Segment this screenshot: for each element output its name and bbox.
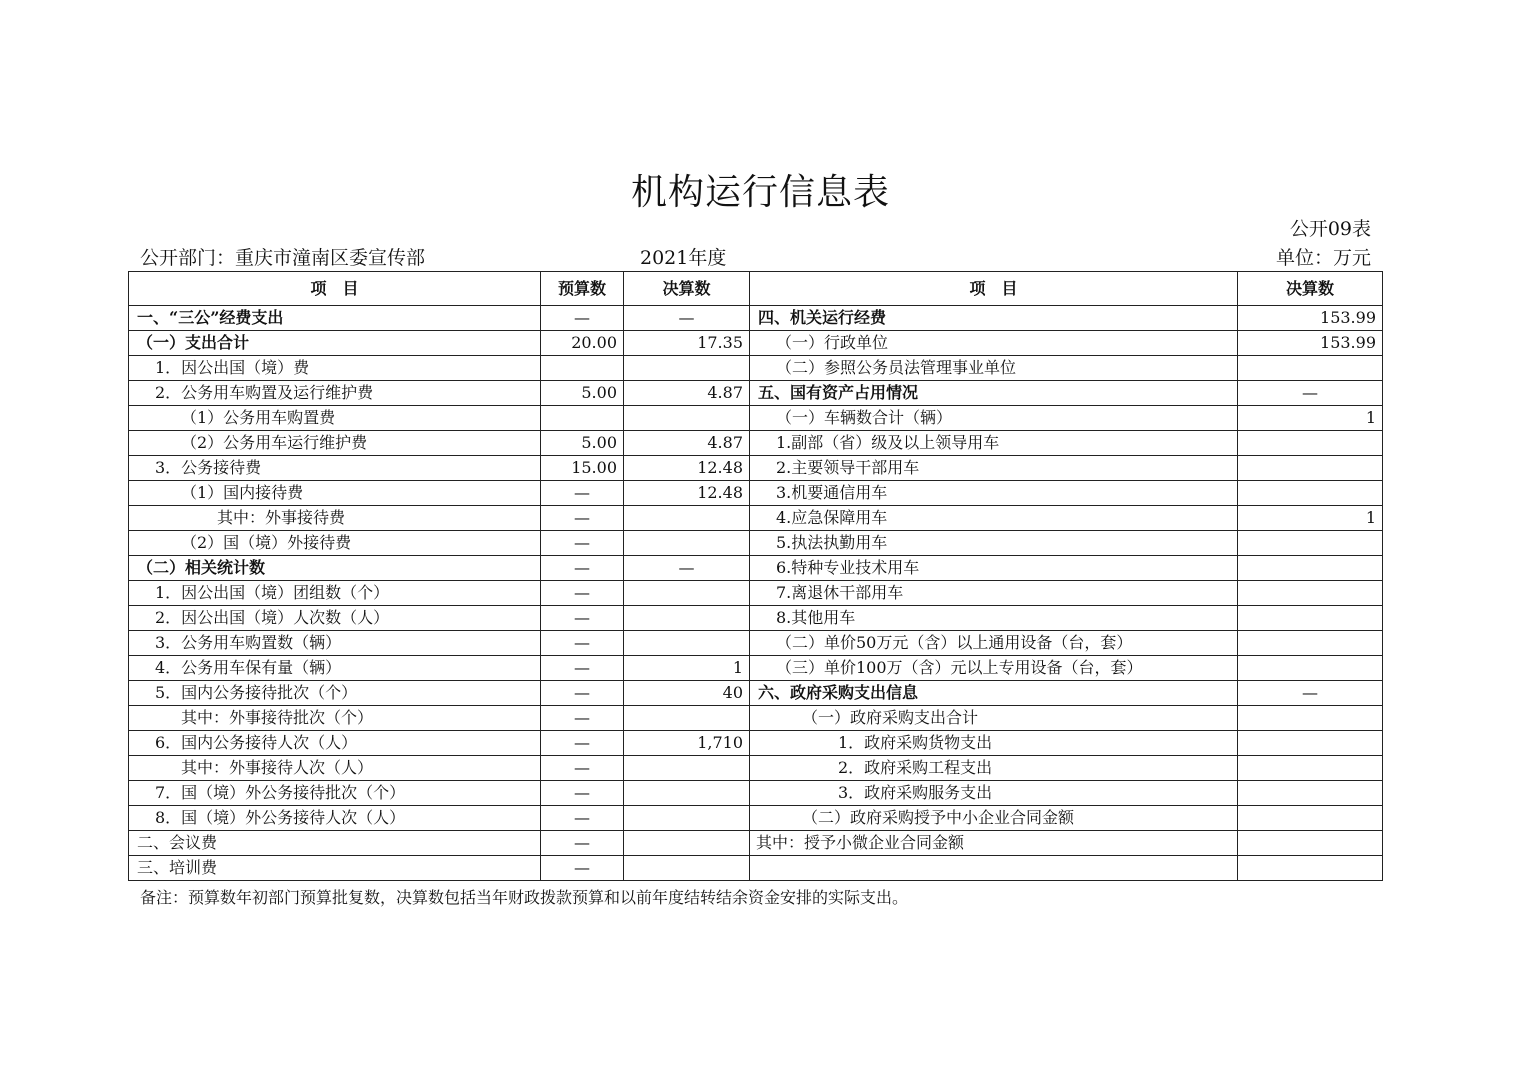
- left-item-cell: 三、培训费: [129, 856, 541, 881]
- left-budget-cell: —: [541, 731, 624, 756]
- left-budget-cell: 15.00: [541, 456, 624, 481]
- left-item-cell: （2）国（境）外接待费: [129, 531, 541, 556]
- right-item-cell: （二）单价50万元（含）以上通用设备（台，套）: [750, 631, 1238, 656]
- table-row: [129, 481, 1383, 506]
- left-item-cell: （1）公务用车购置费: [129, 406, 541, 431]
- table-row: [129, 306, 1383, 331]
- left-budget-cell: —: [541, 506, 624, 531]
- left-budget-cell: —: [541, 531, 624, 556]
- left-actual-cell: [624, 706, 750, 731]
- left-budget-cell: —: [541, 756, 624, 781]
- right-item-cell: （三）单价100万（含）元以上专用设备（台，套）: [750, 656, 1238, 681]
- right-item-cell: 7.离退休干部用车: [750, 581, 1238, 606]
- left-actual-cell: [624, 406, 750, 431]
- right-actual-cell: [1238, 631, 1383, 656]
- info-table: [128, 271, 1383, 881]
- left-budget-cell: —: [541, 831, 624, 856]
- left-item-cell: （1）国内接待费: [129, 481, 541, 506]
- right-actual-cell: [1238, 806, 1383, 831]
- unit-label: 单位：万元: [1275, 247, 1371, 269]
- left-item-cell: 1．因公出国（境）团组数（个）: [129, 581, 541, 606]
- table-number: 公开09表: [1289, 218, 1371, 240]
- header-left-budget: 预算数: [541, 272, 624, 306]
- left-item-cell: 3．公务接待费: [129, 456, 541, 481]
- left-actual-cell: 17.35: [624, 331, 750, 356]
- left-budget-cell: —: [541, 631, 624, 656]
- left-item-cell: 6．国内公务接待人次（人）: [129, 731, 541, 756]
- year-label: 2021年度: [640, 247, 727, 269]
- left-item-cell: 7．国（境）外公务接待批次（个）: [129, 781, 541, 806]
- right-item-cell: 五、国有资产占用情况: [750, 381, 1238, 406]
- left-actual-cell: 1,710: [624, 731, 750, 756]
- table-body: [129, 306, 1383, 881]
- left-actual-cell: 40: [624, 681, 750, 706]
- right-actual-cell: [1238, 656, 1383, 681]
- left-actual-cell: 1: [624, 656, 750, 681]
- table-row: [129, 681, 1383, 706]
- right-actual-cell: [1238, 431, 1383, 456]
- right-actual-cell: [1238, 606, 1383, 631]
- right-actual-cell: 1: [1238, 406, 1383, 431]
- left-budget-cell: —: [541, 556, 624, 581]
- left-actual-cell: 4.87: [624, 431, 750, 456]
- right-item-cell: （二）参照公务员法管理事业单位: [750, 356, 1238, 381]
- left-actual-cell: [624, 631, 750, 656]
- table-row: [129, 731, 1383, 756]
- table-row: [129, 331, 1383, 356]
- right-actual-cell: [1238, 781, 1383, 806]
- table-row: [129, 756, 1383, 781]
- left-item-cell: 其中：外事接待人次（人）: [129, 756, 541, 781]
- left-actual-cell: [624, 856, 750, 881]
- right-item-cell: 3.机要通信用车: [750, 481, 1238, 506]
- table-row: [129, 431, 1383, 456]
- left-actual-cell: —: [624, 306, 750, 331]
- table-row: [129, 706, 1383, 731]
- table-row: [129, 856, 1383, 881]
- table-row: [129, 806, 1383, 831]
- right-actual-cell: [1238, 481, 1383, 506]
- left-actual-cell: [624, 531, 750, 556]
- left-budget-cell: [541, 356, 624, 381]
- header-row: [129, 272, 1383, 306]
- right-item-cell: 六、政府采购支出信息: [750, 681, 1238, 706]
- right-item-cell: 2.主要领导干部用车: [750, 456, 1238, 481]
- table-row: [129, 506, 1383, 531]
- left-actual-cell: [624, 356, 750, 381]
- left-item-cell: 其中：外事接待批次（个）: [129, 706, 541, 731]
- right-actual-cell: [1238, 456, 1383, 481]
- left-actual-cell: [624, 506, 750, 531]
- table-row: [129, 831, 1383, 856]
- right-actual-cell: [1238, 531, 1383, 556]
- table-row: [129, 406, 1383, 431]
- left-budget-cell: —: [541, 606, 624, 631]
- right-item-cell: 四、机关运行经费: [750, 306, 1238, 331]
- table-row: [129, 606, 1383, 631]
- left-item-cell: 其中：外事接待费: [129, 506, 541, 531]
- right-actual-cell: [1238, 356, 1383, 381]
- left-actual-cell: 4.87: [624, 381, 750, 406]
- left-actual-cell: [624, 831, 750, 856]
- left-budget-cell: [541, 406, 624, 431]
- left-item-cell: 3．公务用车购置数（辆）: [129, 631, 541, 656]
- left-budget-cell: —: [541, 581, 624, 606]
- left-item-cell: 8．国（境）外公务接待人次（人）: [129, 806, 541, 831]
- right-item-cell: （一）行政单位: [750, 331, 1238, 356]
- left-actual-cell: —: [624, 556, 750, 581]
- page-title: 机构运行信息表: [630, 172, 890, 213]
- left-budget-cell: —: [541, 656, 624, 681]
- right-item-cell: （一）政府采购支出合计: [750, 706, 1238, 731]
- table-row: [129, 656, 1383, 681]
- left-actual-cell: [624, 781, 750, 806]
- left-budget-cell: —: [541, 681, 624, 706]
- right-actual-cell: 153.99: [1238, 306, 1383, 331]
- left-actual-cell: [624, 806, 750, 831]
- right-item-cell: （一）车辆数合计（辆）: [750, 406, 1238, 431]
- right-item-cell: （二）政府采购授予中小企业合同金额: [750, 806, 1238, 831]
- left-item-cell: 5．国内公务接待批次（个）: [129, 681, 541, 706]
- table-row: [129, 381, 1383, 406]
- department-label: 公开部门：重庆市潼南区委宣传部: [140, 247, 426, 269]
- left-budget-cell: —: [541, 706, 624, 731]
- right-actual-cell: [1238, 756, 1383, 781]
- left-budget-cell: 5.00: [541, 381, 624, 406]
- right-actual-cell: [1238, 706, 1383, 731]
- left-item-cell: 4．公务用车保有量（辆）: [129, 656, 541, 681]
- right-item-cell: 其中：授予小微企业合同金额: [750, 831, 1238, 856]
- table-row: [129, 456, 1383, 481]
- left-budget-cell: —: [541, 856, 624, 881]
- left-budget-cell: 5.00: [541, 431, 624, 456]
- left-item-cell: 一、“三公”经费支出: [129, 306, 541, 331]
- right-actual-cell: [1238, 831, 1383, 856]
- right-item-cell: 4.应急保障用车: [750, 506, 1238, 531]
- right-actual-cell: [1238, 581, 1383, 606]
- right-item-cell: [750, 856, 1238, 881]
- table-row: [129, 631, 1383, 656]
- left-actual-cell: [624, 606, 750, 631]
- left-budget-cell: —: [541, 781, 624, 806]
- left-item-cell: 2．公务用车购置及运行维护费: [129, 381, 541, 406]
- header-right-item: 项 目: [750, 272, 1238, 306]
- left-budget-cell: —: [541, 806, 624, 831]
- left-actual-cell: 12.48: [624, 481, 750, 506]
- left-actual-cell: [624, 581, 750, 606]
- right-actual-cell: —: [1238, 681, 1383, 706]
- right-item-cell: 1.副部（省）级及以上领导用车: [750, 431, 1238, 456]
- left-budget-cell: —: [541, 306, 624, 331]
- right-item-cell: 1．政府采购货物支出: [750, 731, 1238, 756]
- right-actual-cell: 153.99: [1238, 331, 1383, 356]
- left-actual-cell: 12.48: [624, 456, 750, 481]
- header-right-actual: 决算数: [1238, 272, 1383, 306]
- left-item-cell: 二、会议费: [129, 831, 541, 856]
- left-item-cell: （一）支出合计: [129, 331, 541, 356]
- header-left-actual: 决算数: [624, 272, 750, 306]
- right-actual-cell: [1238, 731, 1383, 756]
- table-row: [129, 556, 1383, 581]
- right-item-cell: 3．政府采购服务支出: [750, 781, 1238, 806]
- table-row: [129, 531, 1383, 556]
- right-item-cell: 2．政府采购工程支出: [750, 756, 1238, 781]
- right-actual-cell: 1: [1238, 506, 1383, 531]
- left-item-cell: 2．因公出国（境）人次数（人）: [129, 606, 541, 631]
- footnote: 备注：预算数年初部门预算批复数，决算数包括当年财政拨款预算和以前年度结转结余资金安排的实际支出。: [140, 888, 909, 907]
- right-item-cell: 8.其他用车: [750, 606, 1238, 631]
- right-item-cell: 5.执法执勤用车: [750, 531, 1238, 556]
- table-row: [129, 581, 1383, 606]
- left-budget-cell: 20.00: [541, 331, 624, 356]
- left-item-cell: 1．因公出国（境）费: [129, 356, 541, 381]
- right-actual-cell: —: [1238, 381, 1383, 406]
- table-row: [129, 356, 1383, 381]
- left-item-cell: （2）公务用车运行维护费: [129, 431, 541, 456]
- header-left-item: 项 目: [129, 272, 541, 306]
- right-item-cell: 6.特种专业技术用车: [750, 556, 1238, 581]
- table-row: [129, 781, 1383, 806]
- left-item-cell: （二）相关统计数: [129, 556, 541, 581]
- right-actual-cell: [1238, 556, 1383, 581]
- left-actual-cell: [624, 756, 750, 781]
- left-budget-cell: —: [541, 481, 624, 506]
- right-actual-cell: [1238, 856, 1383, 881]
